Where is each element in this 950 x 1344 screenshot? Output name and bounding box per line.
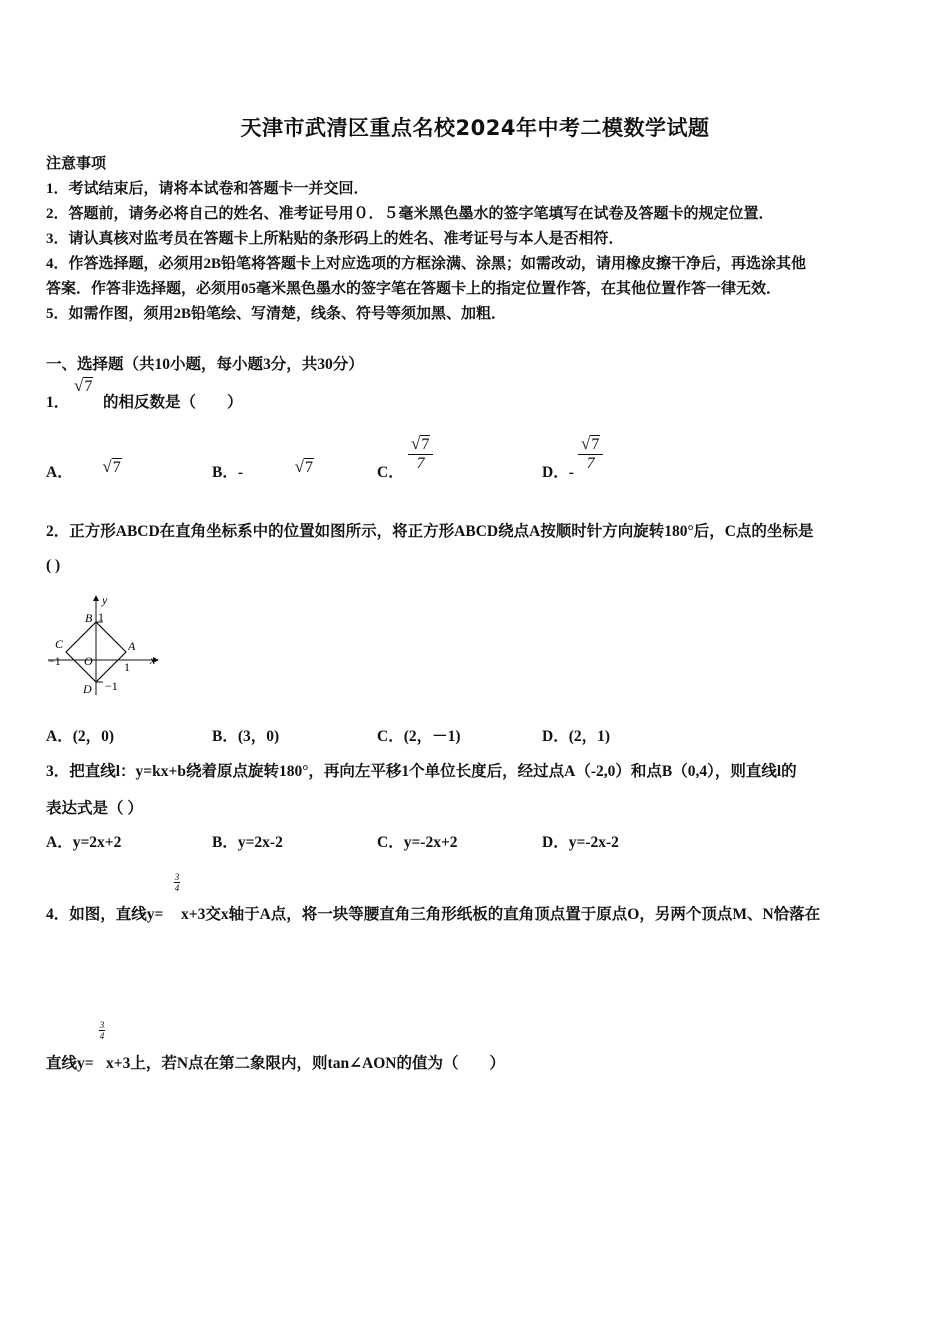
- notice-item: 1．考试结束后，请将本试卷和答题卡一并交回．: [46, 181, 369, 197]
- question-4-line-2-prefix: 直线y=: [46, 1055, 94, 1072]
- question-2-line-2: ( ): [46, 557, 61, 574]
- option-c[interactable]: C．y=-2x+2: [377, 834, 458, 851]
- tick-label-x-pos: 1: [124, 660, 130, 674]
- notice-heading: 注意事项: [46, 156, 107, 172]
- option-c-value: $\frac{√7}{7}$: [408, 434, 433, 473]
- sqrt-symbol-icon: √: [294, 457, 305, 476]
- option-b[interactable]: B．(3，0): [212, 728, 280, 745]
- point-c-label: C: [55, 637, 64, 651]
- tick-label-y-pos: 1: [98, 610, 104, 624]
- tick-label-y-neg: −1: [105, 679, 118, 693]
- sqrt-symbol-icon: √: [581, 434, 591, 453]
- notice-item: 4．作答选择题，必须用2B铅笔将答题卡上对应选项的方框涂满、涂黑；如需改动，请用橡皮擦干净后，再选涂其他: [46, 256, 807, 272]
- option-c-label[interactable]: C．: [377, 464, 404, 481]
- question-4-line-1-prefix: 4．如图，直线y=: [46, 906, 164, 923]
- notice-item: 2．答题前，请务必将自己的姓名、准考证号用０．５毫米黑色墨水的签字笔填写在试卷及答题卡的规定位置．: [46, 206, 774, 222]
- option-d[interactable]: D．y=-2x-2: [542, 834, 619, 851]
- option-d-label[interactable]: D．-: [542, 464, 574, 481]
- option-a[interactable]: A．(2，0): [46, 728, 115, 745]
- question-3-line-2: 表达式是（ ）: [46, 800, 143, 817]
- section-heading: 一、选择题（共10小题，每小题3分，共30分）: [46, 356, 364, 373]
- question-3-line-1: 3．把直线l：y=kx+b绕着原点旋转180°，再向左平移1个单位长度后，经过点A（-2,0）和点B（0,4），则直线l的: [46, 763, 797, 780]
- sqrt-symbol-icon: √: [411, 434, 421, 453]
- fraction-small: 3 4: [99, 1020, 105, 1041]
- page-title: 天津市武清区重点名校2024年中考二模数学试题: [240, 116, 710, 140]
- option-a-label[interactable]: A．: [46, 464, 73, 481]
- x-axis-label: x: [150, 653, 156, 667]
- question-4-line-1-suffix: x+3交x轴于A点，将一块等腰直角三角形纸板的直角顶点置于原点O，另两个顶点M、N恰落在: [181, 906, 821, 923]
- fraction-small: 3 4: [174, 872, 180, 893]
- option-b-value: √7: [294, 457, 314, 476]
- question-1-stem: 的相反数是（ ）: [103, 394, 243, 411]
- coordinate-figure: [40, 590, 170, 700]
- notice-item: 答案．作答非选择题，必须用05毫米黑色墨水的签字笔在答题卡上的指定位置作答，在其他位置作答一律无效．: [46, 281, 782, 297]
- option-d[interactable]: D．(2，1): [542, 728, 611, 745]
- question-2-line-1: 2．正方形ABCD在直角坐标系中的位置如图所示，将正方形ABCD绕点A按顺时针方向旋转180°后，C点的坐标是: [46, 523, 814, 540]
- sqrt-expression: [74, 376, 93, 396]
- question-4-line-2-suffix: x+3上，若N点在第二象限内，则tan∠AON的值为（ ）: [106, 1055, 505, 1072]
- question-1-number: 1．: [46, 394, 70, 411]
- option-b-label[interactable]: B．-: [212, 464, 244, 481]
- sqrt-symbol-icon: √: [102, 457, 112, 476]
- option-d-value: $\frac{√7}{7}$: [578, 434, 603, 473]
- sqrt-symbol-icon: √: [74, 376, 84, 395]
- option-b[interactable]: B．y=2x-2: [212, 834, 283, 851]
- tick-label-x-neg: −1: [48, 654, 61, 668]
- notice-item: 3．请认真核对监考员在答题卡上所粘贴的条形码上的姓名、准考证号与本人是否相符．: [46, 231, 624, 247]
- point-a-label: A: [128, 639, 136, 653]
- option-c[interactable]: C．(2，－1): [377, 728, 461, 745]
- y-axis-label: y: [102, 593, 108, 607]
- origin-label: O: [84, 654, 93, 668]
- option-a[interactable]: A．y=2x+2: [46, 834, 122, 851]
- radicand: 7: [84, 378, 93, 395]
- point-d-label: D: [83, 682, 92, 696]
- option-a-value: √7: [102, 457, 121, 476]
- point-b-label: B: [85, 611, 93, 625]
- notice-item: 5．如需作图，须用2B铅笔绘、写清楚，线条、符号等须加黑、加粗．: [46, 306, 507, 322]
